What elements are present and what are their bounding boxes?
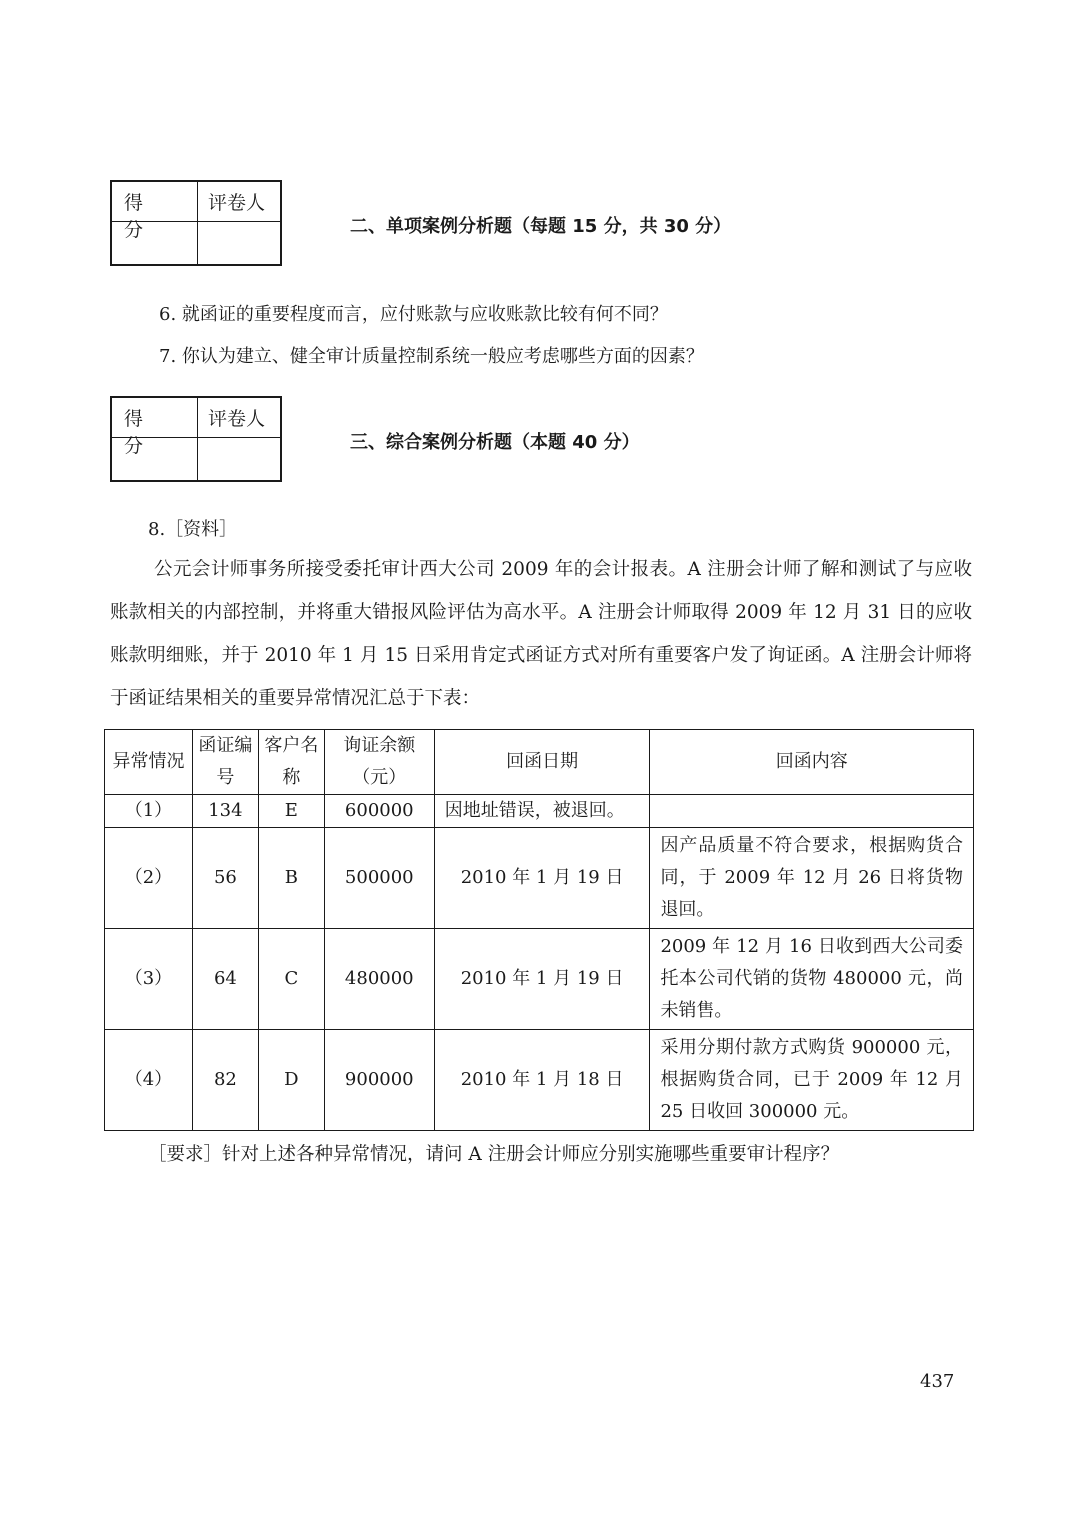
- section-3-title: 三、综合案例分析题（本题 40 分）: [350, 432, 640, 453]
- table-header-row: [105, 730, 974, 795]
- cell-reply-content: [650, 795, 974, 828]
- cell-reply-date: 因地址错误，被退回。: [434, 795, 650, 828]
- section-2-title: 二、单项案例分析题（每题 15 分，共 30 分）: [350, 216, 732, 237]
- table-row: [105, 1030, 974, 1131]
- cell-customer: D: [258, 1030, 324, 1131]
- cell-letter-no: 56: [192, 828, 258, 929]
- cell-reply-date: 2010 年 1 月 19 日: [434, 929, 650, 1030]
- question-8-material: 公元会计师事务所接受委托审计西大公司 2009 年的会计报表。A 注册会计师了解和测试了与应收账款相关的内部控制，并将重大错报风险评估为高水平。A 注册会计师取得 2009 年 12 月 31 日的应收账款明细账，并于 2010 年 1 月 15 日采用肯定式函证方式对所有重要客户发了询证函。A 注册会计师将于函证结果相关的重要异常情况汇总于下表：: [110, 559, 972, 709]
- grader-label: 评卷人: [208, 408, 266, 430]
- cell-reply-content: 因产品质量不符合要求，根据购货合同，于 2009 年 12 月 26 日将货物退回。: [650, 828, 974, 929]
- cell-letter-no: 64: [192, 929, 258, 1030]
- cell-letter-no: 134: [192, 795, 258, 828]
- cell-reply-content: 2009 年 12 月 16 日收到西大公司委托本公司代销的货物 480000 元，尚未销售。: [650, 929, 974, 1030]
- cell-case: （1）: [105, 795, 193, 828]
- score-label: 得分: [124, 192, 158, 241]
- header-letter-no: 函证编号: [192, 730, 258, 795]
- cell-balance: 480000: [324, 929, 434, 1030]
- header-reply-date: 回函日期: [434, 730, 650, 795]
- cell-balance: 500000: [324, 828, 434, 929]
- cell-letter-no: 82: [192, 1030, 258, 1131]
- cell-case: （3）: [105, 929, 193, 1030]
- question-8-requirement: ［要求］针对上述各种异常情况，请问 A 注册会计师应分别实施哪些重要审计程序？: [148, 1144, 840, 1165]
- score-label: 得分: [124, 408, 158, 457]
- cell-reply-date: 2010 年 1 月 19 日: [434, 828, 650, 929]
- cell-case: （4）: [105, 1030, 193, 1131]
- cell-customer: C: [258, 929, 324, 1030]
- cell-balance: 900000: [324, 1030, 434, 1131]
- question-6: 6. 就函证的重要程度而言，应付账款与应收账款比较有何不同？: [159, 304, 668, 325]
- table-row: [105, 929, 974, 1030]
- question-8-heading: 8.［资料］: [148, 519, 238, 540]
- score-box-section-3: [110, 396, 282, 482]
- cell-case: （2）: [105, 828, 193, 929]
- cell-customer: E: [258, 795, 324, 828]
- table-row: [105, 795, 974, 828]
- page-number: 437: [920, 1371, 955, 1392]
- score-box-section-2: [110, 180, 282, 266]
- grader-label: 评卷人: [208, 192, 266, 214]
- header-case: 异常情况: [105, 730, 193, 795]
- table-row: [105, 828, 974, 929]
- header-balance: 询证余额（元）: [324, 730, 434, 795]
- cell-reply-date: 2010 年 1 月 18 日: [434, 1030, 650, 1131]
- cell-customer: B: [258, 828, 324, 929]
- anomaly-table: [104, 729, 974, 1131]
- header-customer: 客户名称: [258, 730, 324, 795]
- cell-balance: 600000: [324, 795, 434, 828]
- cell-reply-content: 采用分期付款方式购货 900000 元，根据购货合同，已于 2009 年 12 月 25 日收回 300000 元。: [650, 1030, 974, 1131]
- header-reply-content: 回函内容: [650, 730, 974, 795]
- question-7: 7. 你认为建立、健全审计质量控制系统一般应考虑哪些方面的因素？: [159, 346, 704, 367]
